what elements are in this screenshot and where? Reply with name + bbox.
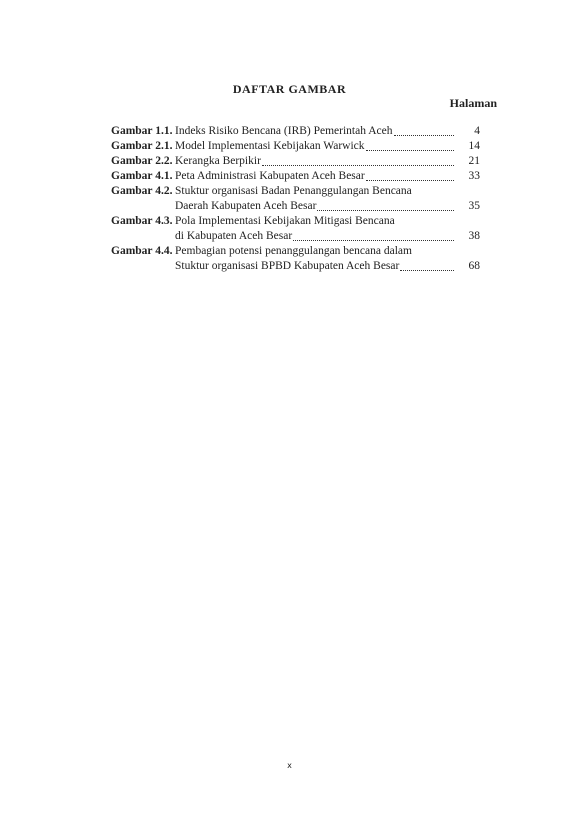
figure-entry[interactable] bbox=[111, 214, 480, 244]
figure-title-continued: Stuktur organisasi BPBD Kabupaten Aceh Besar bbox=[175, 260, 400, 272]
figure-title-continued: di Kabupaten Aceh Besar bbox=[175, 230, 293, 242]
figure-page-number: 33 bbox=[468, 170, 480, 182]
figure-entry[interactable] bbox=[111, 169, 480, 184]
figure-label: Gambar 4.4. bbox=[111, 245, 173, 257]
figure-page-number: 38 bbox=[468, 230, 480, 242]
page-column-heading: Halaman bbox=[449, 96, 497, 110]
figure-page-number: 4 bbox=[474, 125, 480, 137]
figure-page-number: 14 bbox=[468, 140, 480, 152]
figure-entry[interactable] bbox=[111, 154, 480, 169]
figure-title: Kerangka Berpikir bbox=[175, 155, 261, 167]
figure-label: Gambar 2.1. bbox=[111, 140, 173, 152]
figure-label: Gambar 4.1. bbox=[111, 170, 173, 182]
figure-entry[interactable] bbox=[111, 184, 480, 214]
page-title: DAFTAR GAMBAR bbox=[232, 82, 347, 96]
dot-leader bbox=[293, 239, 454, 241]
figure-title: Model Implementasi Kebijakan Warwick bbox=[175, 140, 365, 152]
figure-list bbox=[111, 124, 480, 274]
figure-entry[interactable] bbox=[111, 124, 480, 139]
figure-title: Pola Implementasi Kebijakan Mitigasi Bencana bbox=[175, 215, 395, 227]
figure-page-number: 68 bbox=[468, 260, 480, 272]
dot-leader bbox=[366, 179, 454, 181]
figure-page-number: 21 bbox=[468, 155, 480, 167]
figure-label: Gambar 4.3. bbox=[111, 215, 173, 227]
figure-title: Peta Administrasi Kabupaten Aceh Besar bbox=[175, 170, 365, 182]
dot-leader bbox=[400, 269, 454, 271]
figure-entry[interactable] bbox=[111, 139, 480, 154]
footer-page-number: x bbox=[287, 761, 292, 770]
figure-title: Indeks Risiko Bencana (IRB) Pemerintah Aceh bbox=[175, 125, 393, 137]
figure-label: Gambar 1.1. bbox=[111, 125, 173, 137]
figure-title-continued: Daerah Kabupaten Aceh Besar bbox=[175, 200, 317, 212]
figure-label: Gambar 2.2. bbox=[111, 155, 173, 167]
figure-entry[interactable] bbox=[111, 244, 480, 274]
figure-title: Pembagian potensi penanggulangan bencana dalam bbox=[175, 245, 412, 257]
dot-leader bbox=[394, 134, 455, 136]
dot-leader bbox=[262, 164, 454, 166]
figure-title: Stuktur organisasi Badan Penanggulangan Bencana bbox=[175, 185, 412, 197]
figure-page-number: 35 bbox=[468, 200, 480, 212]
figure-label: Gambar 4.2. bbox=[111, 185, 173, 197]
dot-leader bbox=[366, 149, 454, 151]
dot-leader bbox=[317, 209, 454, 211]
